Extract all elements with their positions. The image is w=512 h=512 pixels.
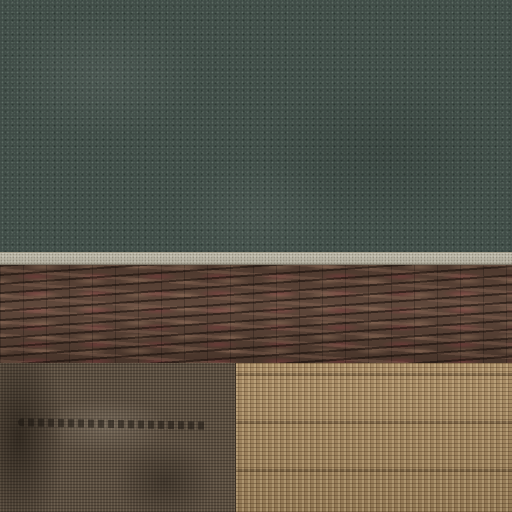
tree-bark-texture — [0, 265, 512, 363]
concrete-strip-texture — [0, 252, 512, 265]
burlap-seam — [18, 418, 208, 429]
stone-texture — [0, 0, 512, 252]
burlap-texture — [0, 363, 235, 512]
woven-straw-texture — [235, 363, 512, 512]
